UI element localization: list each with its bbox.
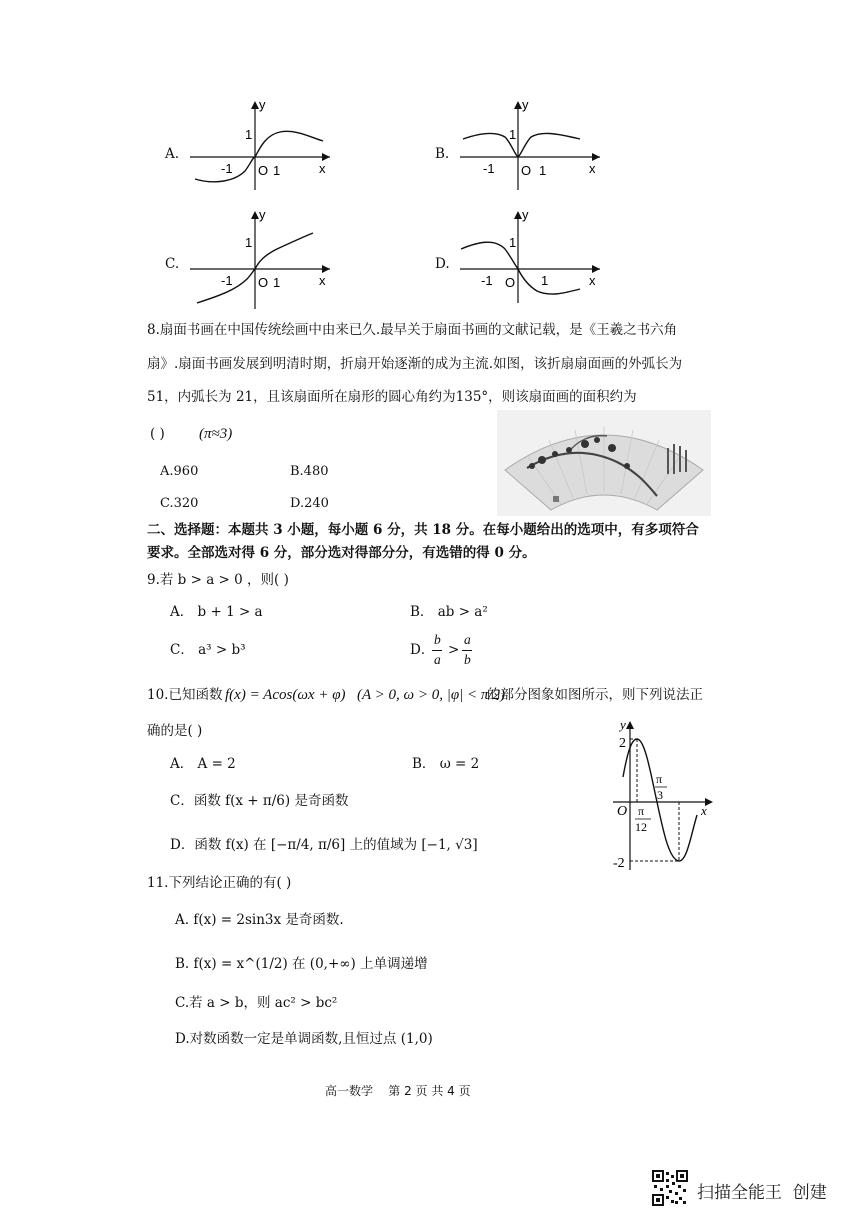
q11-option-b: B. f(x) = x^(1/2) 在 (0,+∞) 上单调递增	[175, 956, 428, 972]
q7-option-c-label: C.	[165, 256, 180, 272]
q7-option-a	[165, 95, 335, 195]
q10-graph-neg-two: -2	[613, 856, 625, 871]
q7-option-b-label: B.	[435, 146, 450, 162]
q10-option-a: A． A = 2	[170, 756, 236, 772]
q10-option-b: B． ω = 2	[412, 756, 480, 772]
q9-d-num2: a	[464, 632, 471, 647]
q7-d-one-y: 1	[509, 235, 517, 250]
q7-c-x-label: x	[319, 273, 326, 288]
q10-option-c: C．函数 f(x + π/6) 是奇函数	[170, 793, 349, 809]
q8-option-b: B.480	[290, 464, 329, 479]
q8-option-c: C.320	[160, 496, 199, 511]
q10-stem	[147, 676, 727, 716]
q7-option-b	[435, 95, 605, 195]
q7-d-neg-one: -1	[481, 273, 493, 288]
q9-d-gt: >	[448, 642, 460, 658]
q8-answer-paren: ( )	[150, 426, 165, 442]
q10-option-d: D．函数 f(x) 在 [−π/4, π/6] 上的值域为 [−1, √3]	[170, 837, 478, 853]
q7-a-neg-one: -1	[221, 161, 233, 176]
q7-a-one-y: 1	[245, 127, 253, 142]
q10-graph-pi-3-den: 3	[657, 788, 663, 802]
q7-c-origin: O	[258, 275, 269, 290]
q7-b-one-y: 1	[509, 127, 517, 142]
q7-b-y-label: y	[522, 97, 529, 112]
watermark-text: 扫描全能王 创建	[697, 1183, 827, 1203]
q7-option-c	[165, 205, 335, 310]
q9-stem: 9.若 b > a > 0 ，则( )	[147, 572, 289, 588]
q7-c-one: 1	[273, 275, 281, 290]
section2-heading-line1: 二、选择题：本题共 3 小题，每小题 6 分，共 18 分。在每小题给出的选项中，有多项符合	[147, 522, 699, 538]
q9-option-d-prefix: D．	[410, 642, 435, 658]
q10-graph-pi-12-den: 12	[635, 820, 647, 834]
q9-option-c: C． a³ > b³	[170, 642, 246, 658]
q7-graph-c	[185, 205, 335, 310]
q10-stem-line2: 确的是( )	[147, 723, 203, 739]
q9-d-num1: b	[434, 632, 441, 647]
q7-graph-b	[455, 95, 605, 195]
page-footer: 高一数学 第 2 页 共 4 页	[325, 1084, 471, 1098]
q8-option-a: A.960	[160, 464, 199, 479]
q10-graph-y: y	[620, 717, 626, 732]
q8-stem-line1: 8.扇面书画在中国传统绘画中由来已久.最早关于扇面书画的文献记载，是《王羲之书六角	[147, 322, 678, 338]
q7-option-a-label: A.	[165, 146, 180, 162]
q11-option-d: D.对数函数一定是单调函数,且恒过点 (1,0)	[175, 1031, 433, 1047]
q10-func: f(x) = Acos(ωx + φ)	[225, 687, 346, 703]
q7-graph-d	[455, 205, 605, 305]
q8-stem-line2: 扇》.扇面书画发展到明清时期，折扇开始逐渐的成为主流.如图，该折扇扇面画的外弧长为	[147, 356, 683, 372]
q7-d-y-label: y	[522, 207, 529, 222]
fan-painting-image	[497, 410, 711, 516]
q7-b-origin: O	[521, 163, 532, 178]
q8-stem-line3: 51，内弧长为 21，且该扇面所在扇形的圆心角约为135°，则该扇面画的面积约为	[147, 389, 637, 405]
q7-c-neg-one: -1	[221, 273, 233, 288]
q8-approx: (π≈3)	[199, 426, 233, 442]
q7-b-one: 1	[539, 163, 547, 178]
q7-c-y-label: y	[259, 207, 266, 222]
q9-option-a: A． b + 1 > a	[170, 604, 263, 620]
q7-b-neg-one: -1	[483, 161, 495, 176]
q10-graph-x: x	[701, 803, 707, 818]
q7-a-y-label: y	[259, 97, 266, 112]
q11-option-c: C.若 a > b，则 ac² > bc²	[175, 995, 338, 1011]
q9-option-b: B． ab > a²	[410, 604, 488, 620]
q7-a-one: 1	[273, 163, 281, 178]
q10-graph-two: 2	[619, 736, 626, 751]
q10-graph	[605, 715, 720, 875]
q7-b-x-label: x	[589, 161, 596, 176]
section2-heading-line2: 要求。全部选对得 6 分，部分选对得部分分，有选错的得 0 分。	[147, 545, 536, 561]
q7-a-x-label: x	[319, 161, 326, 176]
q7-c-one-y: 1	[245, 235, 253, 250]
q7-d-one: 1	[541, 273, 549, 288]
q9-option-d	[410, 632, 500, 672]
q10-graph-pi-12-num: π	[638, 804, 645, 818]
q7-graph-a	[185, 95, 335, 195]
qr-code-icon	[652, 1170, 688, 1206]
q8-option-d: D.240	[290, 496, 329, 511]
q7-option-d	[435, 205, 605, 305]
q10-condition: (A > 0, ω > 0, |φ| < π/2)	[357, 687, 506, 703]
q10-graph-origin: O	[617, 804, 628, 819]
q7-option-d-label: D.	[435, 256, 450, 272]
q10-stem-pre: 10.已知函数	[147, 687, 223, 703]
q9-d-den1: a	[434, 652, 441, 667]
q9-d-den2: b	[464, 652, 471, 667]
q11-option-a: A. f(x) = 2sin3x 是奇函数.	[175, 912, 344, 928]
q7-d-x-label: x	[589, 273, 596, 288]
q10-graph-pi-3-num: π	[656, 772, 663, 786]
q11-stem: 11.下列结论正确的有( )	[147, 875, 292, 891]
q7-a-origin: O	[258, 163, 269, 178]
q10-stem-post: 的部分图象如图所示，则下列说法正	[487, 687, 703, 703]
q7-d-origin: O	[505, 275, 516, 290]
